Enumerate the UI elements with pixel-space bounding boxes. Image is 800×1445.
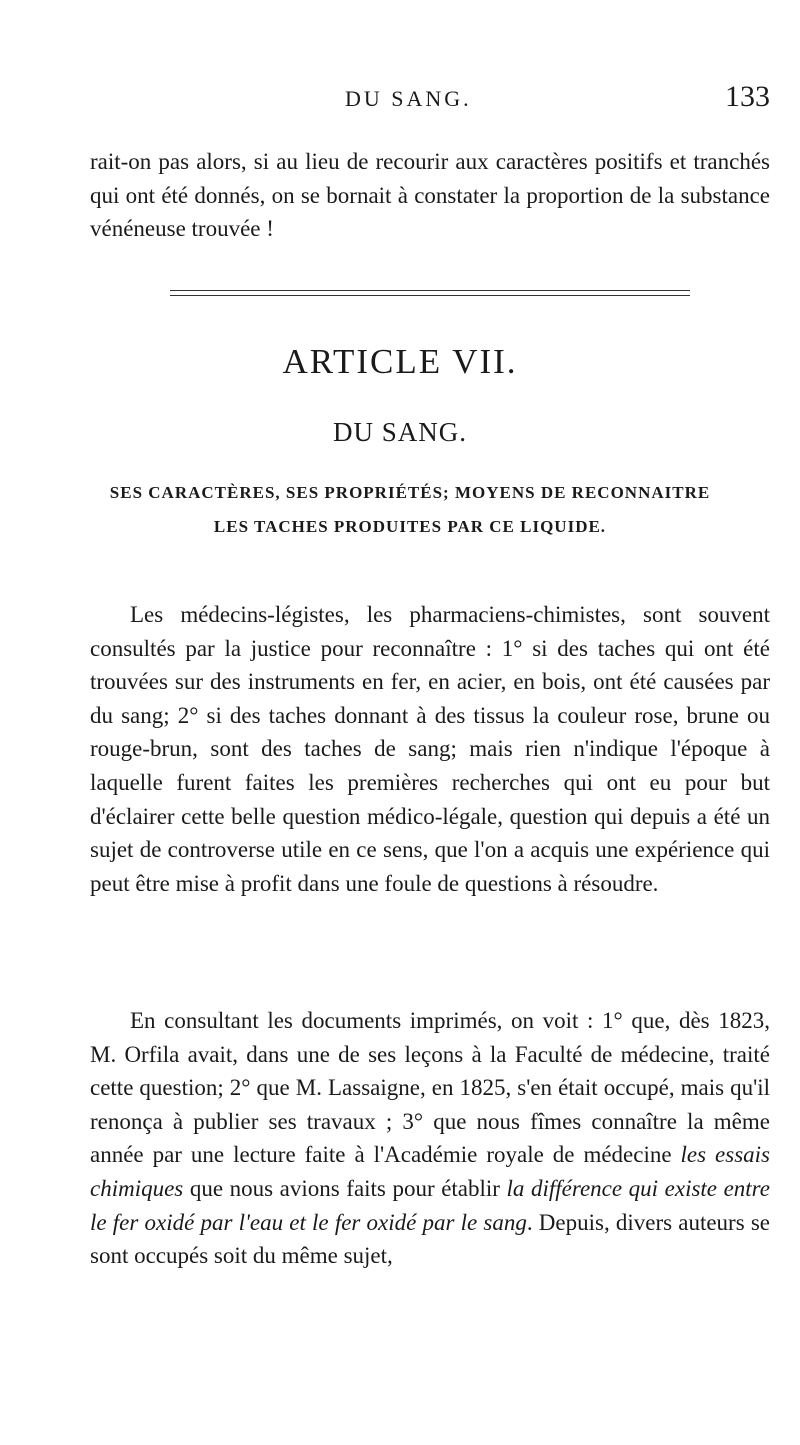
- section-title: DU SANG.: [332, 417, 467, 447]
- body-paragraph-2: [90, 1004, 770, 1273]
- page-number: 133: [725, 80, 770, 113]
- paragraph-2-italic-1: les essais chimiques: [90, 1142, 770, 1201]
- intro-paragraph: rait-on pas alors, si au lieu de recourir aux caractères positifs et tranchés qui ont été donnés, on se bornait à constater la proportion de la substance vénéneuse trouvée !: [90, 149, 770, 242]
- section-subtitle: SES CARACTÈRES, SES PROPRIÉTÉS; MOYENS DE RECONNAITRE LES TACHES PRODUITES PAR CE LIQUIDE.: [109, 483, 711, 536]
- page-header: [90, 80, 770, 120]
- running-title: DU SANG.: [345, 86, 472, 111]
- article-heading: ARTICLE VII.: [282, 342, 518, 381]
- divider-rule-bottom: [170, 295, 690, 296]
- paragraph-2-text-3: . Depuis, divers auteurs se sont occupés soit du même sujet,: [90, 1209, 770, 1269]
- paragraph-2-text-2: que nous avions faits pour établir: [183, 1175, 507, 1201]
- body-paragraph-1: Les médecins-légistes, les pharmaciens-chimistes, sont souvent consultés par la justice pour reconnaître : 1° si des taches qui ont été trouvées sur des instruments en fer, en acier, en bois, ont été causées par du sang; 2° si des taches donnant à des tissus la couleur rose, brune ou rouge-brun, sont des taches de sang; mais rien n'indique l'époque à laquelle furent faites les premières recherches qui ont eu pour but d'éclairer cette belle question médico-légale, question qui depuis a été un sujet de controverse utile en ce sens, que l'on a acquis une expérience qui peut être mise à profit dans une foule de questions à résoudre.: [90, 602, 770, 896]
- paragraph-2-text-1: En consultant les documents imprimés, on voit : 1° que, dès 1823, M. Orfila avait, dans une de ses leçons à la Faculté de médecine, traité cette question; 2° que M. Lassaigne, en 1825, s'en était occupé, mais qu'il renonça à publier ses travaux ; 3° que nous fîmes connaître la même année par une lecture faite à l'Académie royale de médecine: [90, 1008, 770, 1168]
- divider-rule-top: [170, 290, 690, 291]
- paragraph-2-italic-2: la différence qui existe entre le fer oxidé par l'eau et le fer oxidé par le sang: [90, 1175, 770, 1235]
